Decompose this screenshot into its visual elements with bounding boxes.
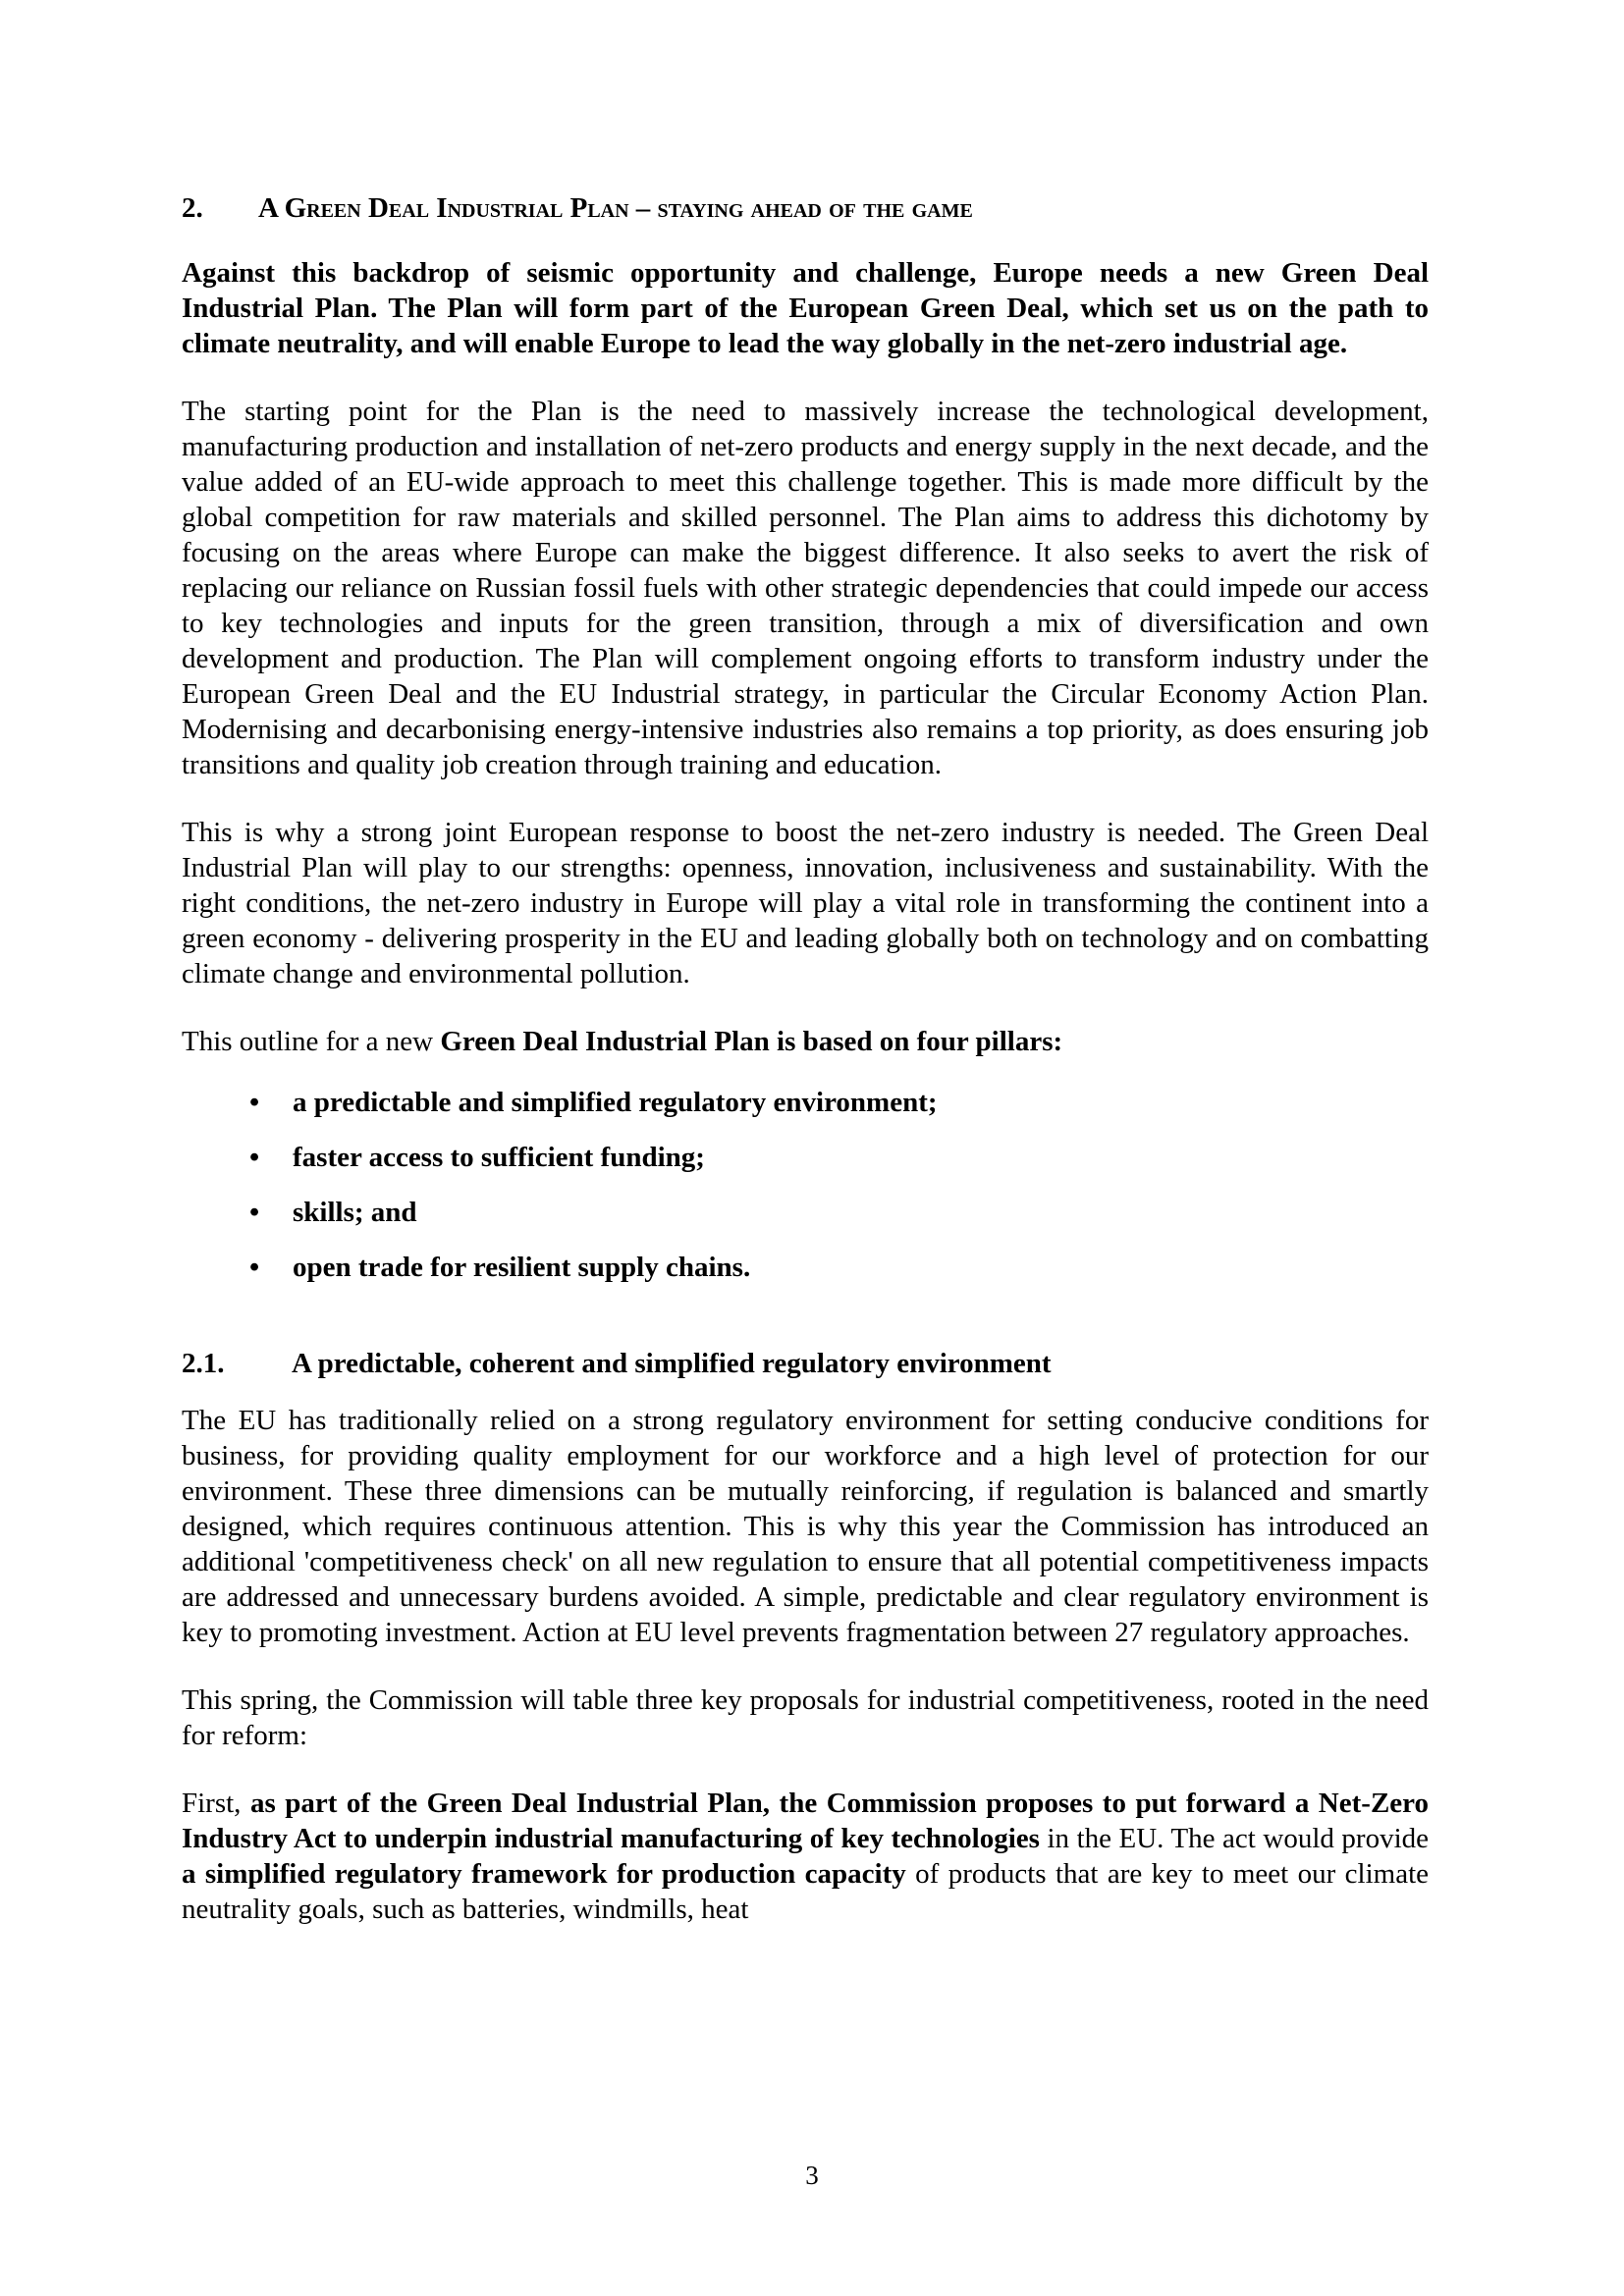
bullet-item (249, 1250, 1429, 1285)
bullet-icon: • (249, 1197, 260, 1228)
section-heading (182, 190, 1429, 226)
text-run: a simplified regulatory framework for production capacity (182, 1858, 906, 1890)
bullet-item-label: skills; and (293, 1197, 417, 1228)
bullet-list (182, 1085, 1429, 1285)
paragraph (182, 1682, 1429, 1753)
heading-title: A predictable, coherent and simplified regulatory environment (292, 1348, 1052, 1379)
bullet-item-label: faster access to sufficient funding; (293, 1142, 705, 1173)
text-run: This spring, the Commission will table three key proposals for industrial competitiveness, rooted in the need for reform: (182, 1684, 1429, 1751)
page-number: 3 (805, 2161, 819, 2190)
bullet-icon: • (249, 1252, 260, 1283)
bullet-item (249, 1140, 1429, 1175)
text-run: in the EU. The act would provide (1039, 1823, 1430, 1854)
text-run: Against this backdrop of seismic opportunity and challenge, Europe needs a new Green Deal Industrial Plan. The Plan will form part of the European Green Deal, which set us on the path to climate neutrality, and will enable Europe to lead the way globally in the net-zero industrial age. (182, 257, 1429, 359)
heading-number: 2. (182, 192, 203, 224)
text-run: First, (182, 1788, 250, 1819)
text-run: Green Deal Industrial Plan is based on four pillars: (440, 1026, 1063, 1057)
text-run: This is why a strong joint European response to boost the net-zero industry is needed. The Green Deal Industrial Plan will play to our strengths: openness, innovation, inclusiveness and sustainability. With the right conditions, the net-zero industry in Europe will play a vital role in transforming the continent into a green economy - delivering prosperity in the EU and leading globally both on technology and on combatting climate change and environmental pollution. (182, 817, 1429, 989)
text-run: This outline for a new (182, 1026, 441, 1057)
paragraph (182, 1786, 1429, 1927)
text-run: as part of the Green Deal Industrial Plan, the Commission proposes to put forward a Net-Zero Industry Act to underpin industrial manufacturing of key technologies (182, 1788, 1429, 1854)
paragraph (182, 1403, 1429, 1650)
section-heading (182, 1346, 1429, 1381)
bullet-item (249, 1195, 1429, 1230)
paragraph (182, 815, 1429, 991)
paragraph (182, 255, 1429, 361)
bullet-icon: • (249, 1087, 260, 1118)
bullet-item-label: a predictable and simplified regulatory environment; (293, 1087, 938, 1118)
heading-number: 2.1. (182, 1348, 225, 1379)
paragraph (182, 1024, 1429, 1059)
paragraph (182, 394, 1429, 782)
bullet-icon: • (249, 1142, 260, 1173)
text-run: of products that are key to meet our climate neutrality goals, such as batteries, windmills, heat (182, 1858, 1429, 1925)
bullet-item (249, 1085, 1429, 1120)
heading-title: A Green Deal Industrial Plan – staying ahead of the game (258, 192, 973, 224)
text-run: The starting point for the Plan is the need to massively increase the technological development, manufacturing production and installation of net-zero products and energy supply in the next decade, and the value added of an EU-wide approach to meet this challenge together. This is made more difficult by the global competition for raw materials and skilled personnel. The Plan aims to address this dichotomy by focusing on the areas where Europe can make the biggest difference. It also seeks to avert the risk of replacing our reliance on Russian fossil fuels with other strategic dependencies that could impede our access to key technologies and inputs for the green transition, through a mix of diversification and own development and production. The Plan will complement ongoing efforts to transform industry under the European Green Deal and the EU Industrial strategy, in particular the Circular Economy Action Plan. Modernising and decarbonising energy-intensive industries also remains a top priority, as does ensuring job transitions and quality job creation through training and education. (182, 396, 1429, 780)
document-content (182, 190, 1429, 1927)
bullet-item-label: open trade for resilient supply chains. (293, 1252, 751, 1283)
text-run: The EU has traditionally relied on a strong regulatory environment for setting conducive conditions for business, for providing quality employment for our workforce and a high level of protection for our environment. These three dimensions can be mutually reinforcing, if regulation is balanced and smartly designed, which requires continuous attention. This is why this year the Commission has introduced an additional 'competitiveness check' on all new regulation to ensure that all potential competitiveness impacts are addressed and unnecessary burdens avoided. A simple, predictable and clear regulatory environment is key to promoting investment. Action at EU level prevents fragmentation between 27 regulatory approaches. (182, 1405, 1429, 1648)
